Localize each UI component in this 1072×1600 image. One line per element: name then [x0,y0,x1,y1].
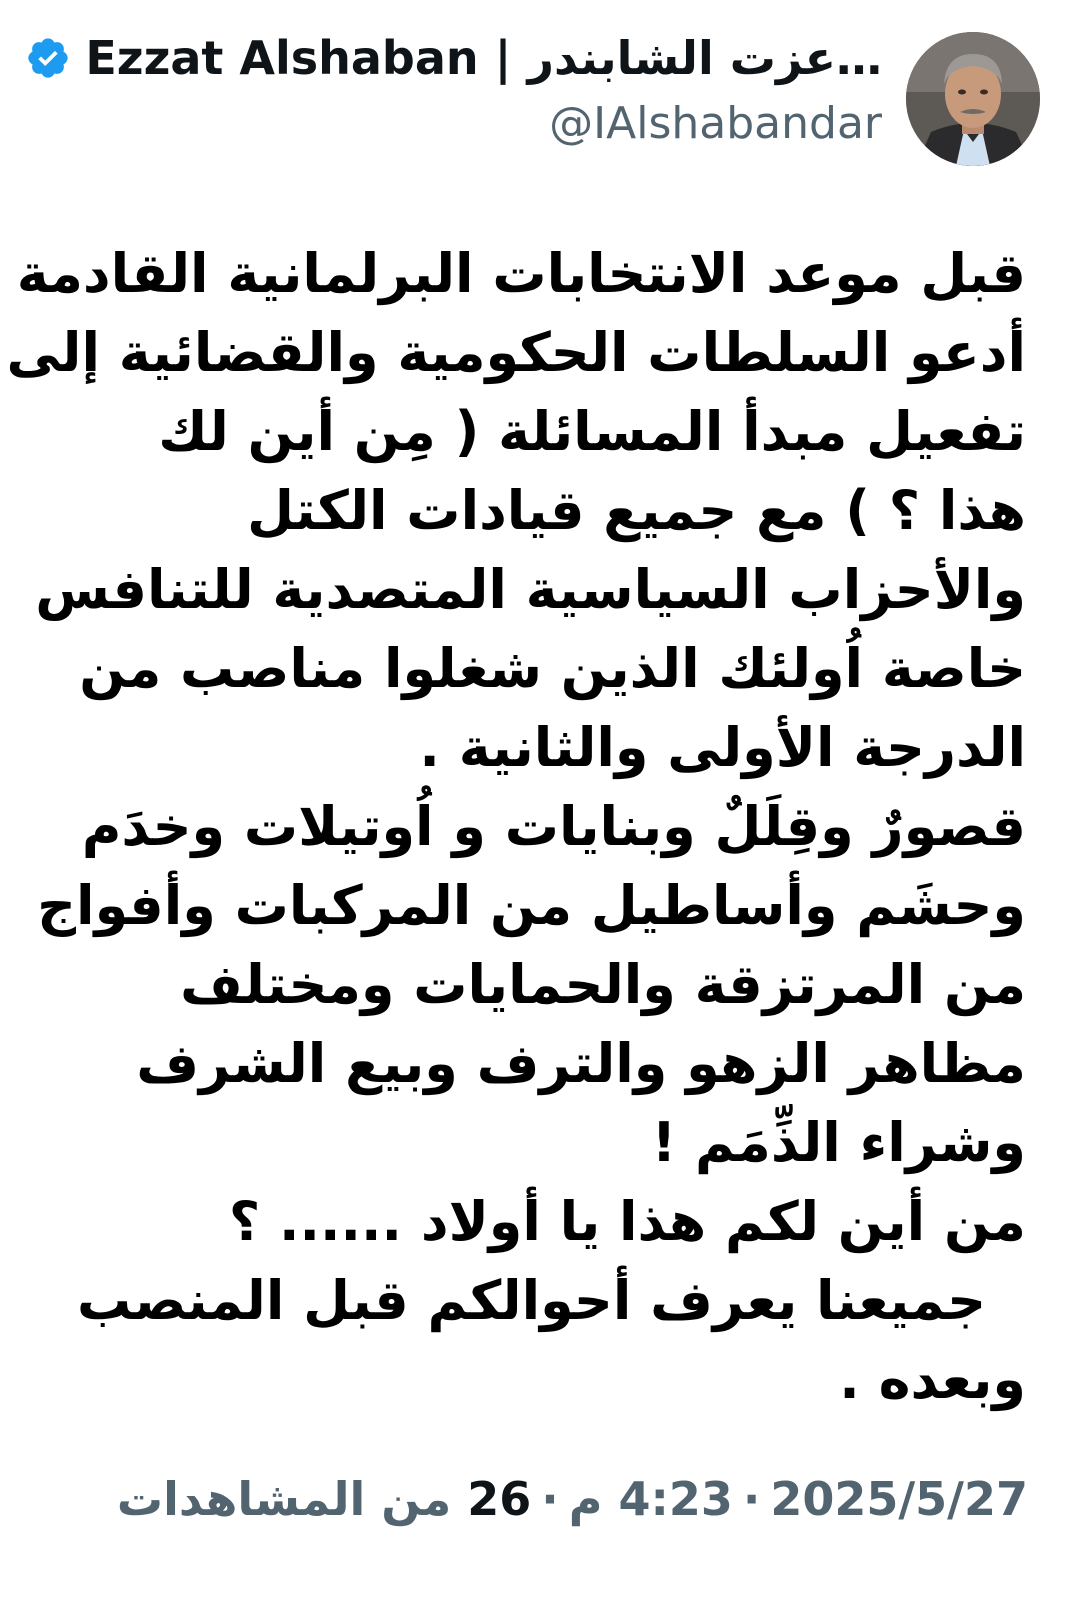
avatar-image [906,32,1040,166]
meta-separator: · [742,1472,761,1526]
tweet-text-line: مظاهر الزهو والترف وبيع الشرف [136,1032,1026,1095]
tweet-meta [117,1472,1028,1526]
tweet-text-line: هذا ؟ ) مع جميع قيادات الكتل [247,479,1026,542]
display-name[interactable]: Ezzat Alshaban | عزت الشابندر… [85,31,882,85]
tweet-text-line: وحشَم وأساطيل من المركبات وأفواج [37,874,1026,937]
tweet-text-line: من المرتزقة والحمايات ومختلف [180,953,1026,1016]
user-handle[interactable]: @IAlshabandar [549,98,882,149]
tweet-text [6,234,1026,1419]
tweet-text-line: أدعو السلطات الحكومية والقضائية إلى [6,321,1026,384]
tweet-text-line: قبل موعد الانتخابات البرلمانية القادمة [16,242,1026,305]
tweet-date[interactable]: 2025/5/27 [770,1472,1028,1526]
verified-badge-icon [25,35,71,81]
tweet-text-line: خاصة اُولئك الذين شغلوا مناصب من [79,637,1026,700]
tweet-header [32,26,882,149]
views-label: من المشاهدات [116,1472,452,1526]
tweet-text-line: وبعده . [839,1348,1026,1411]
tweet-time[interactable]: 4:23 م [568,1472,733,1526]
tweet-text-line: الدرجة الأولى والثانية . [419,716,1026,779]
tweet-text-line: جميعنا يعرف أحوالكم قبل المنصب [76,1269,986,1332]
tweet-text-line: تفعيل مبدأ المسائلة ( مِن أين لك [158,400,1026,463]
views-count: 26 [467,1472,532,1526]
tweet-text-line: والأحزاب السياسية المتصدية للتنافس [35,558,1026,621]
tweet-text-line: من أين لكم هذا يا أولاد ...... ؟ [228,1190,1026,1253]
tweet-text-line: قصورٌ وقِلَلٌ وبنايات و اُوتيلات وخدَم [81,795,1026,858]
avatar[interactable] [906,32,1040,166]
name-row [32,26,882,90]
tweet-text-line: وشراء الذِّمَم ! [651,1111,1026,1174]
meta-separator: · [541,1472,559,1526]
